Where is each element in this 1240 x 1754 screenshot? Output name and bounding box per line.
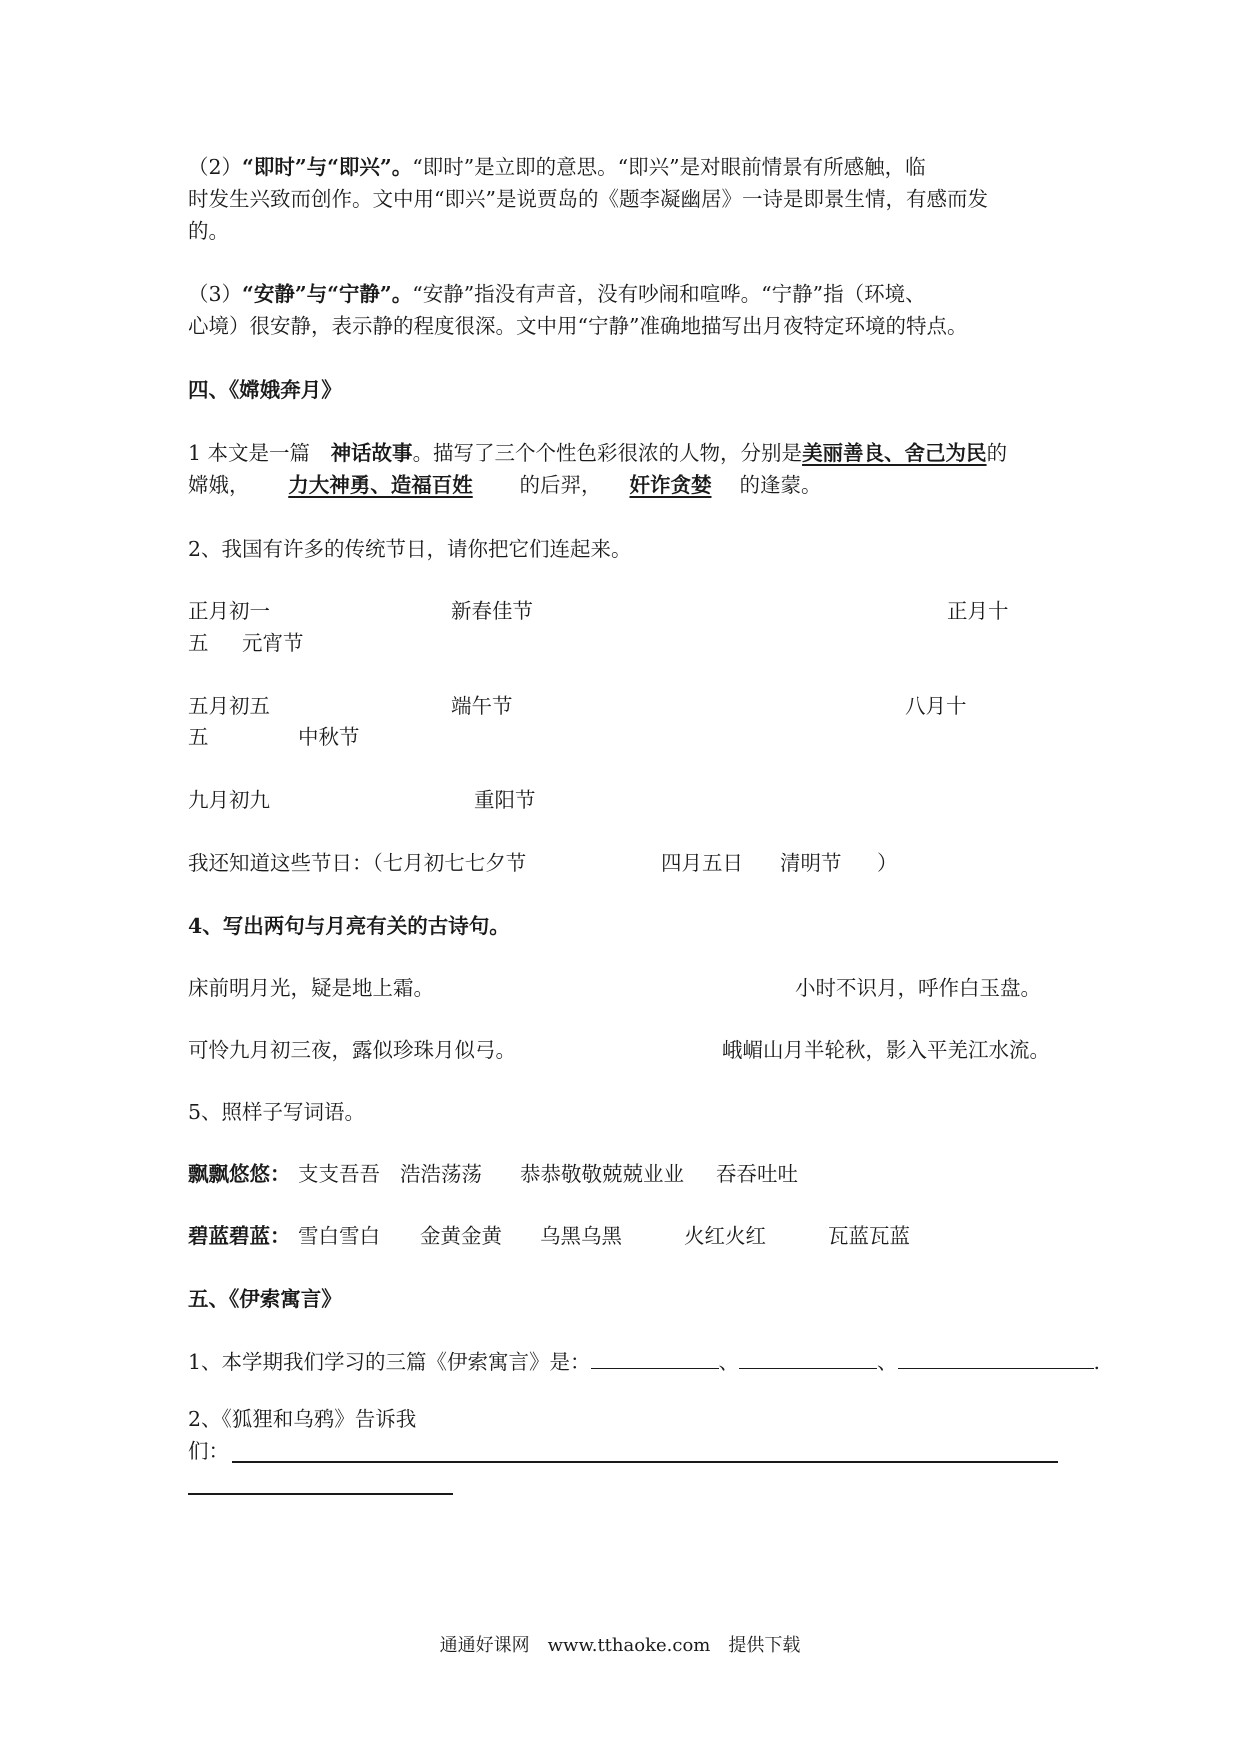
known-festivals-a: 我还知道这些节日：（七月初七七夕节	[188, 851, 527, 875]
words-row-2	[188, 1220, 291, 1252]
festival-date-4b: 五	[188, 725, 209, 749]
known-festivals-d: ）	[877, 851, 898, 875]
paragraph-3-line-2: 心境）很安静，表示静的程度很深。文中用“宁静”准确地描写出月夜特定环境的特点。	[188, 314, 968, 338]
word-2-1: 雪白雪白	[298, 1224, 380, 1248]
festival-name-5: 重阳节	[474, 788, 536, 812]
poem-4: 峨嵋山月半轮秋，影入平羌江水流。	[722, 1038, 1050, 1062]
colon: ：	[270, 1224, 291, 1248]
separator: 、	[877, 1350, 898, 1374]
word-2-5: 瓦蓝瓦蓝	[828, 1224, 910, 1248]
answer-change: 美丽善良、舍己为民	[802, 441, 987, 465]
paragraph-2-line-3: 的。	[188, 219, 229, 243]
answer-genre: 神话故事	[330, 441, 413, 465]
paragraph-3-line-1	[188, 278, 1058, 310]
q1-prefix: 1 本文是一篇	[188, 441, 331, 465]
word-1-4: 吞吞吐吐	[716, 1162, 798, 1186]
festival-date-3: 五月初五	[188, 694, 270, 718]
section-5-title: 五、《伊索寓言》	[188, 1287, 342, 1311]
word-1-2: 浩浩荡荡	[400, 1162, 482, 1186]
item-text: “即时”是立即的意思。“即兴”是对眼前情景有所感触，临	[412, 155, 926, 179]
answer-blank-1[interactable]	[591, 1346, 719, 1369]
festival-date-4a: 八月十	[905, 694, 967, 718]
item-text: “安静”指没有声音，没有吵闹和喧哗。“宁静”指（环境、	[412, 282, 926, 306]
word-2-2: 金黄金黄	[420, 1224, 502, 1248]
festival-date-5: 九月初九	[188, 788, 270, 812]
item-heading: “安静”与“宁静”。	[242, 282, 413, 306]
s5-q1	[188, 1346, 1100, 1378]
s4-q1-line-1	[188, 437, 1058, 469]
poem-2: 小时不识月，呼作白玉盘。	[795, 976, 1041, 1000]
page-footer: 通通好课网 www.tthaoke.com 提供下载	[439, 1635, 801, 1656]
s4-q2: 2、我国有许多的传统节日，请你把它们连起来。	[188, 537, 632, 561]
s4-q4: 4、写出两句与月亮有关的古诗句。	[188, 914, 510, 938]
word-1-3: 恭恭敬敬兢兢业业	[520, 1162, 684, 1186]
festival-name-2: 元宵节	[242, 631, 304, 655]
q1-line2-start: 嫦娥，	[188, 473, 250, 497]
known-festivals-c: 清明节	[780, 851, 842, 875]
festival-date-1: 正月初一	[188, 599, 270, 623]
s4-q5: 5、照样子写词语。	[188, 1100, 366, 1124]
s4-q1-line-2	[188, 469, 1058, 501]
item-heading: “即时”与“即兴”。	[242, 155, 413, 179]
poem-3: 可怜九月初三夜，露似珍珠月似弓。	[188, 1038, 516, 1062]
festival-name-1: 新春佳节	[451, 599, 533, 623]
word-2-3: 乌黑乌黑	[540, 1224, 622, 1248]
answer-line-2[interactable]	[188, 1493, 453, 1495]
word-1-1: 支支吾吾	[298, 1162, 380, 1186]
period: .	[1093, 1350, 1101, 1374]
paragraph-2-line-2: 时发生兴致而创作。文中用“即兴”是说贾岛的《题李凝幽居》一诗是即景生情，有感而发	[188, 187, 988, 211]
q1-line2-end: 的逢蒙。	[739, 473, 822, 497]
s5-q2-line-2: 们：	[188, 1439, 229, 1463]
separator: 、	[718, 1350, 740, 1374]
answer-fengmeng: 奸诈贪婪	[629, 473, 712, 497]
q1-middle: 。描写了三个个性色彩很浓的人物，分别是	[412, 441, 803, 465]
word-2-4: 火红火红	[684, 1224, 766, 1248]
section-4-title: 四、《嫦娥奔月》	[188, 378, 342, 402]
answer-houyi: 力大神勇、造福百姓	[288, 473, 473, 497]
answer-blank-2[interactable]	[739, 1346, 877, 1369]
item-number: （3）	[188, 282, 243, 306]
poem-1: 床前明月光，疑是地上霜。	[188, 976, 434, 1000]
answer-line-1[interactable]	[232, 1461, 1058, 1463]
festival-date-2b: 五	[188, 631, 209, 655]
answer-blank-3[interactable]	[898, 1346, 1094, 1369]
example-word: 碧蓝碧蓝	[188, 1224, 270, 1248]
s5-q1-text: 1、本学期我们学习的三篇《伊索寓言》是：	[188, 1350, 591, 1374]
s5-q2-line-1: 2、《狐狸和乌鸦》告诉我	[188, 1407, 417, 1431]
words-row-1	[188, 1158, 291, 1190]
q1-tail: 的	[986, 441, 1008, 465]
festival-date-2a: 正月十	[947, 599, 1009, 623]
example-word: 飘飘悠悠	[188, 1162, 270, 1186]
item-number: （2）	[188, 155, 243, 179]
festival-name-4: 中秋节	[298, 725, 360, 749]
festival-name-3: 端午节	[451, 694, 513, 718]
paragraph-2-line-1	[188, 151, 1058, 183]
colon: ：	[270, 1162, 291, 1186]
known-festivals-b: 四月五日	[661, 851, 743, 875]
q1-line2-mid: 的后羿，	[519, 473, 602, 497]
